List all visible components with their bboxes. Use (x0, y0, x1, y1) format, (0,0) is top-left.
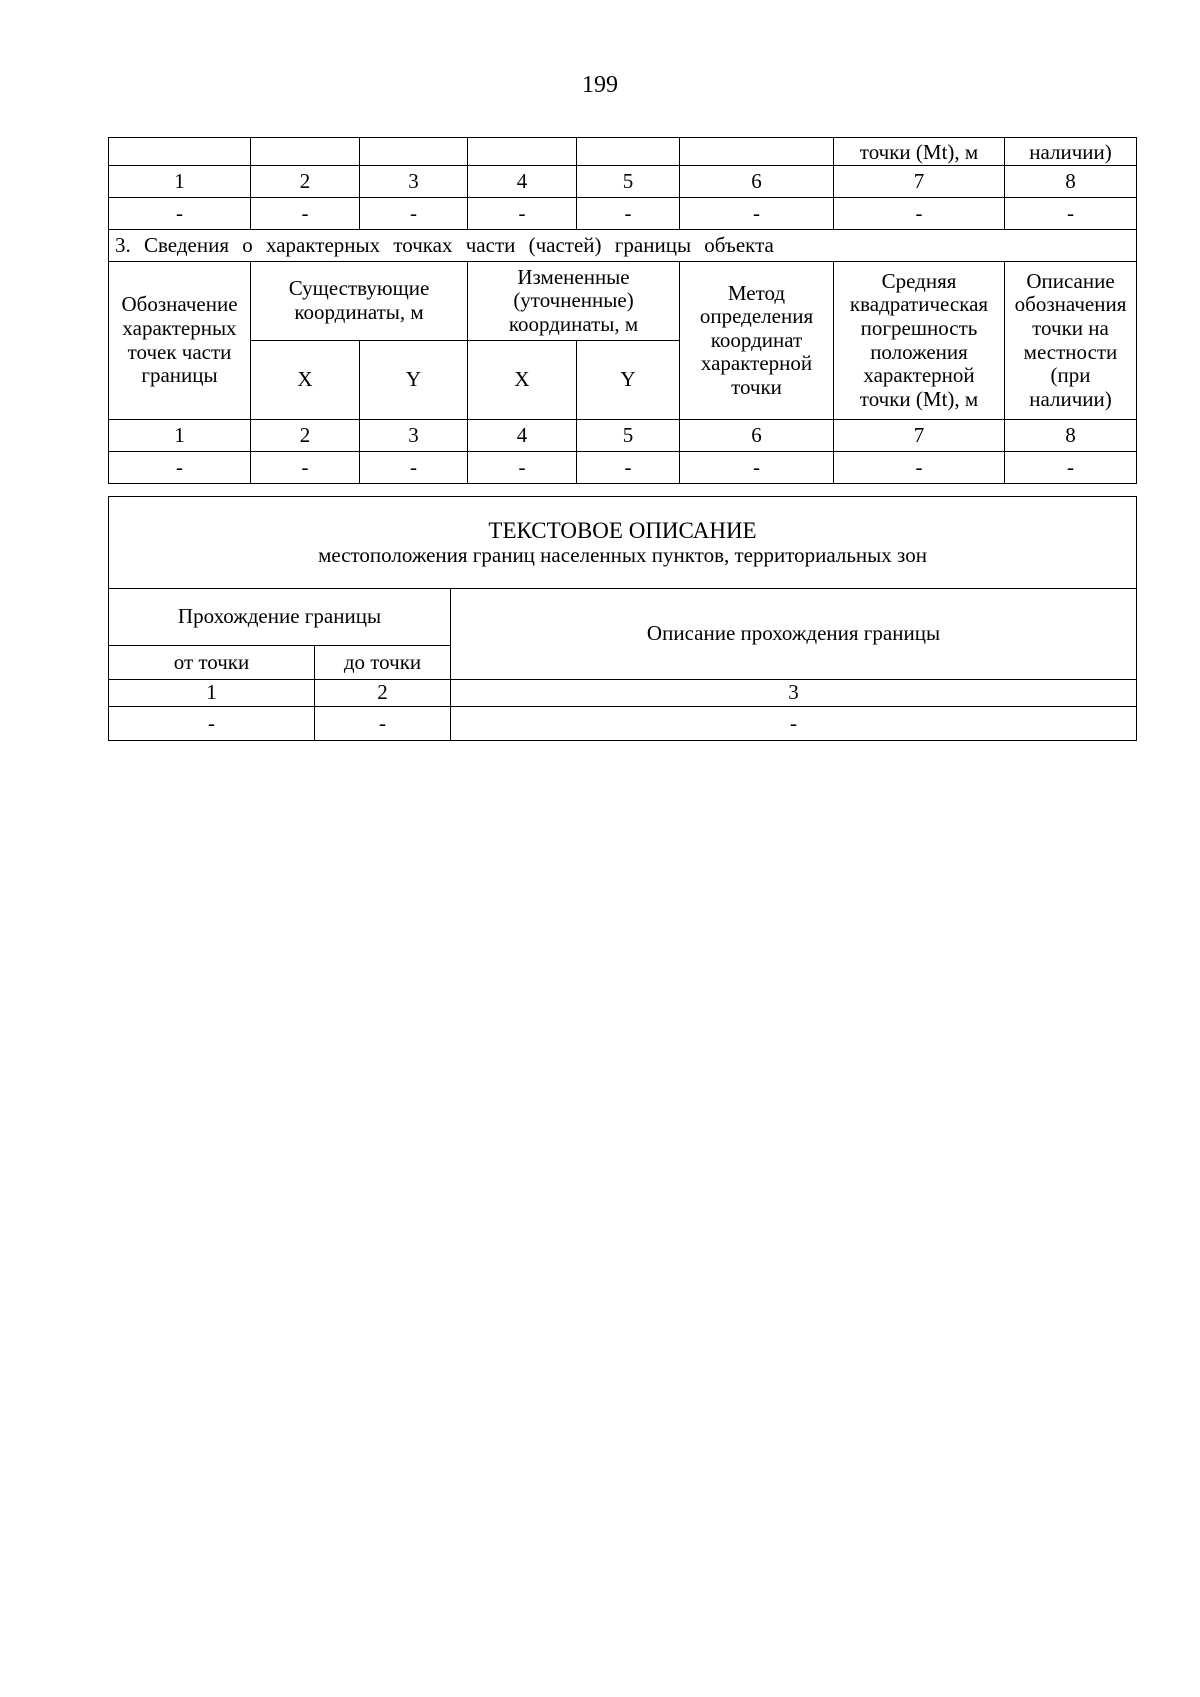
header-y: Y (360, 341, 468, 420)
table-cell: 8 (1005, 166, 1137, 198)
table-cell: - (834, 452, 1005, 484)
table-cell: - (360, 452, 468, 484)
table-cell: 8 (1005, 420, 1137, 452)
table-row (109, 497, 1137, 589)
table-cell: 2 (251, 420, 360, 452)
header-from-point: от точки (109, 646, 315, 680)
table-cell: - (834, 198, 1005, 230)
table-cell: 1 (109, 420, 251, 452)
header-mean-error: Средняя квадратическая погрешность положения характерной точки (Mt), м (834, 262, 1005, 420)
text-description-title: ТЕКСТОВОЕ ОПИСАНИЕ (488, 517, 757, 543)
table-cell: - (360, 198, 468, 230)
text-description-table (108, 496, 1137, 741)
section-title-row (109, 230, 1137, 262)
table-row (109, 420, 1137, 452)
table-cell: - (451, 707, 1137, 741)
table-cell: 3 (451, 680, 1137, 707)
table-cell: - (109, 707, 315, 741)
table-cell (577, 138, 680, 166)
table-cell: точки (Mt), м (834, 138, 1005, 166)
table-cell: - (109, 452, 251, 484)
table-cell: - (1005, 452, 1137, 484)
table-cell: 5 (577, 166, 680, 198)
table-row (109, 138, 1137, 166)
table-cell: 3 (360, 166, 468, 198)
table-cell: 3 (360, 420, 468, 452)
table-cell: 6 (680, 166, 834, 198)
table-cell: наличии) (1005, 138, 1137, 166)
table-cell: - (468, 452, 577, 484)
table-cell: - (468, 198, 577, 230)
table-cell: - (577, 198, 680, 230)
header-passage-description: Описание прохождения границы (451, 589, 1137, 680)
table-cell: 5 (577, 420, 680, 452)
table-cell (680, 138, 834, 166)
header-to-point: до точки (315, 646, 451, 680)
table-cell: - (251, 452, 360, 484)
table-header-row (109, 262, 1137, 341)
table-cell: - (109, 198, 251, 230)
text-description-title-cell (109, 497, 1137, 589)
text-description-subtitle: местоположения границ населенных пунктов, территориальных зон (318, 542, 927, 567)
header-x: X (468, 341, 577, 420)
table-cell: 7 (834, 166, 1005, 198)
table-cell: 1 (109, 680, 315, 707)
table-row (109, 452, 1137, 484)
header-designation: Обозначение характерных точек части границы (109, 262, 251, 420)
table-row (109, 680, 1137, 707)
table-cell: - (315, 707, 451, 741)
header-changed-coords: Измененные (уточненные) координаты, м (468, 262, 680, 341)
table-header-row (109, 589, 1137, 646)
table-cell: - (680, 198, 834, 230)
table-cell: - (1005, 198, 1137, 230)
table-cell (251, 138, 360, 166)
table-cell: 4 (468, 166, 577, 198)
header-method: Метод определения координат характерной точки (680, 262, 834, 420)
table-cell: 6 (680, 420, 834, 452)
header-existing-coords: Существующие координаты, м (251, 262, 468, 341)
table-cell: 1 (109, 166, 251, 198)
table-cell: 2 (315, 680, 451, 707)
table-cell: 4 (468, 420, 577, 452)
table-cell (468, 138, 577, 166)
table-cell: - (680, 452, 834, 484)
characteristic-points-table (108, 137, 1137, 484)
header-y: Y (577, 341, 680, 420)
table-cell: 7 (834, 420, 1005, 452)
table-cell: - (577, 452, 680, 484)
header-description: Описание обозначения точки на местности (при наличии) (1005, 262, 1137, 420)
table-cell (360, 138, 468, 166)
header-x: X (251, 341, 360, 420)
section-title: 3. Сведения о характерных точках части (частей) границы объекта (109, 230, 1137, 262)
header-passage: Прохождение границы (109, 589, 451, 646)
table-row (109, 707, 1137, 741)
page-number: 199 (582, 72, 618, 98)
table-cell (109, 138, 251, 166)
table-cell: 2 (251, 166, 360, 198)
table-row (109, 166, 1137, 198)
table-row (109, 198, 1137, 230)
table-cell: - (251, 198, 360, 230)
